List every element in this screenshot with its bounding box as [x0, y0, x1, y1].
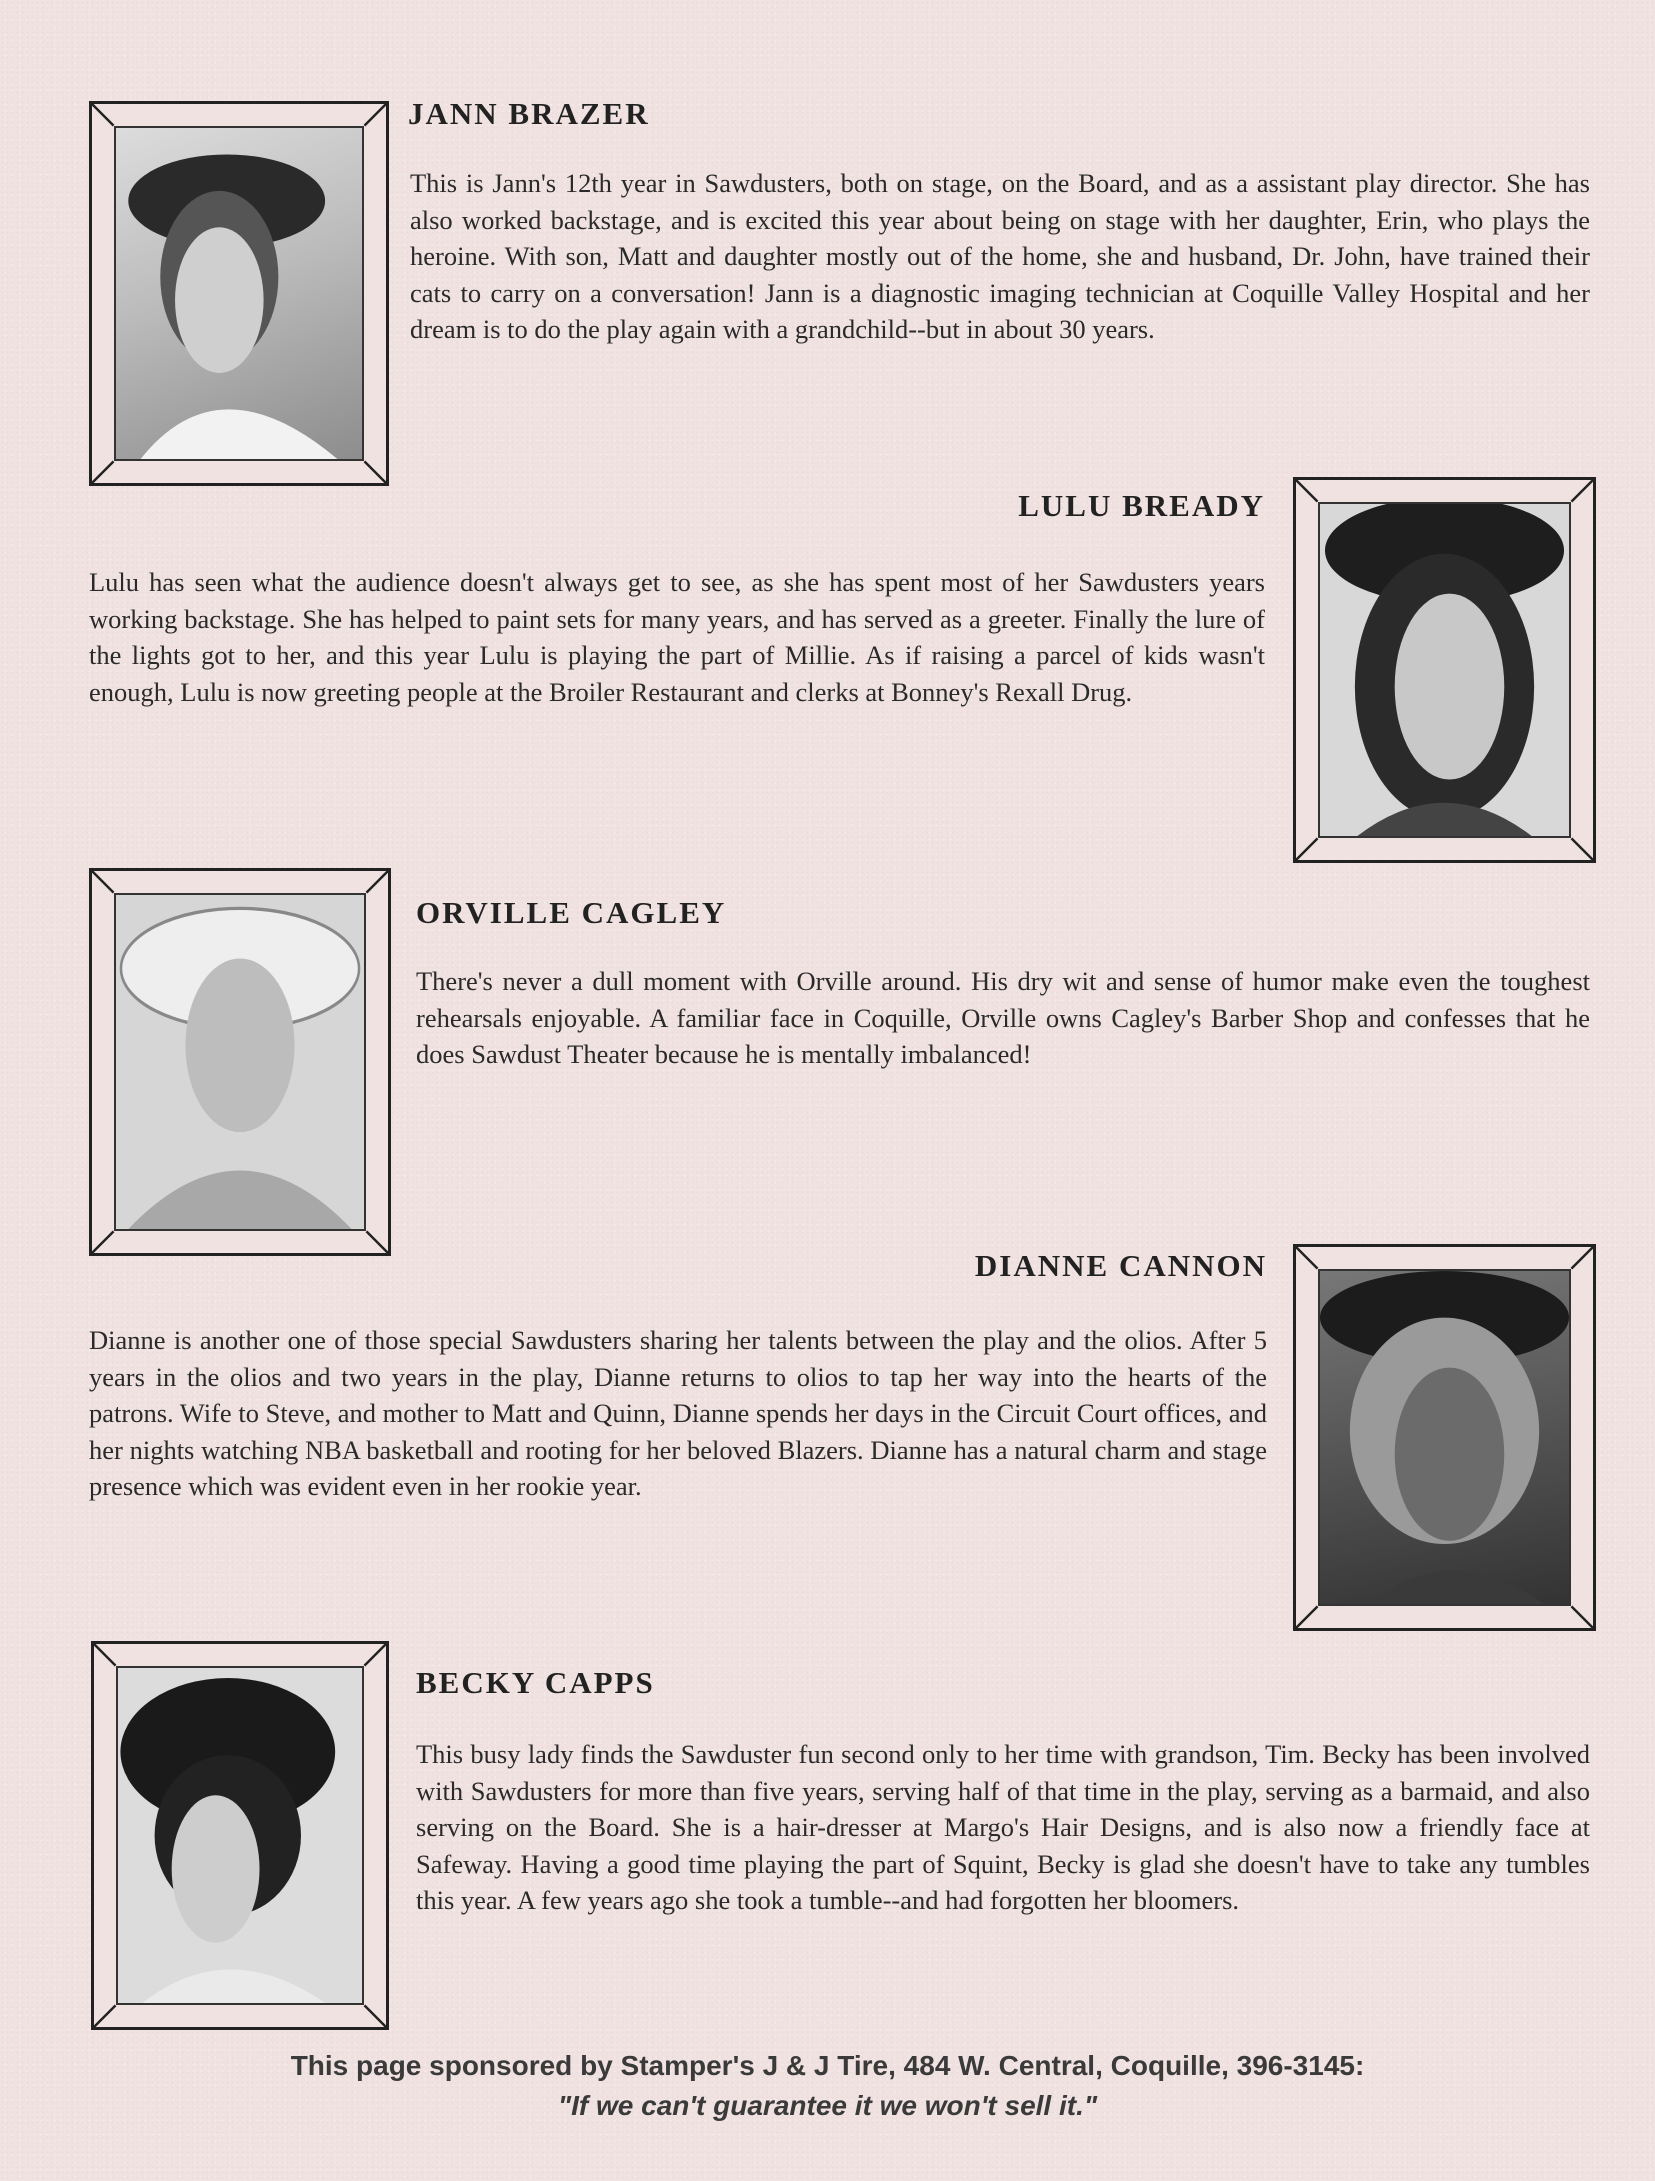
portrait-jann-brazer	[114, 126, 364, 461]
profile-bio: Dianne is another one of those special Sawdusters sharing her talents between the play and the olios. After 5 years in the olios and two years in the play, Dianne returns to olios to tap her way into the hearts of the patrons. Wife to Steve, and mother to Matt and Quinn, Dianne spends her days in the Circuit Court offices, and her nights watching NBA basketball and rooting for her beloved Blazers. Dianne has a natural charm and stage presence which was evident even in her rookie year.	[89, 1325, 1267, 1501]
photo-frame-becky-capps	[91, 1641, 389, 2030]
profile-bio: This busy lady finds the Sawduster fun second only to her time with grandson, Tim. Becky has been involved with Sawdusters for more than five years, serving half of that time in the play, serving as a barmaid, and also serving on the Board. She is a hair-dresser at Margo's Hair Designs, and is also now a friendly face at Safeway. Having a good time playing the part of Squint, Becky is glad she doesn't have to take any tumbles this year. A few years ago she took a tumble--and had forgotten her bloomers.	[416, 1739, 1590, 1915]
portrait-becky-capps	[116, 1666, 364, 2005]
profile-name: DIANNE CANNON	[974, 1248, 1267, 1283]
profile-bio: This is Jann's 12th year in Sawdusters, both on stage, on the Board, and as a assistant play director. She has also worked backstage, and is excited this year about being on stage with her daughter, Erin, who plays the heroine. With son, Matt and daughter mostly out of the home, she and husband, Dr. John, have trained their cats to carry on a conversation! Jann is a diagnostic imaging technician at Coquille Valley Hospital and her dream is to do the play again with a grandchild--but in about 30 years.	[410, 168, 1590, 344]
profile-name: JANN BRAZER	[408, 96, 650, 131]
profile-name: BECKY CAPPS	[416, 1665, 655, 1700]
sponsor-slogan: "If we can't guarantee it we won't sell it."	[557, 2090, 1098, 2121]
profile-name: ORVILLE CAGLEY	[416, 895, 727, 930]
photo-frame-jann-brazer	[89, 101, 389, 486]
photo-frame-dianne-cannon	[1293, 1244, 1596, 1631]
profile-bio: Lulu has seen what the audience doesn't always get to see, as she has spent most of her Sawdusters years working backstage. She has helped to paint sets for many years, and has served as a greeter. Finally the lure of the lights got to her, and this year Lulu is playing the part of Millie. As if raising a parcel of kids wasn't enough, Lulu is now greeting people at the Broiler Restaurant and clerks at Bonney's Rexall Drug.	[89, 567, 1265, 707]
portrait-lulu-bready	[1318, 502, 1571, 838]
sponsor-line: This page sponsored by Stamper's J & J Tire, 484 W. Central, Coquille, 396-3145:	[290, 2050, 1365, 2081]
portrait-dianne-cannon	[1318, 1269, 1571, 1606]
photo-frame-orville-cagley	[89, 868, 391, 1256]
profile-name: LULU BREADY	[1018, 488, 1265, 523]
portrait-orville-cagley	[114, 893, 366, 1231]
photo-frame-lulu-bready	[1293, 477, 1596, 863]
profile-bio: There's never a dull moment with Orville around. His dry wit and sense of humor make even the toughest rehearsals enjoyable. A familiar face in Coquille, Orville owns Cagley's Barber Shop and confesses that he does Sawdust Theater because he is mentally imbalanced!	[416, 966, 1590, 1069]
